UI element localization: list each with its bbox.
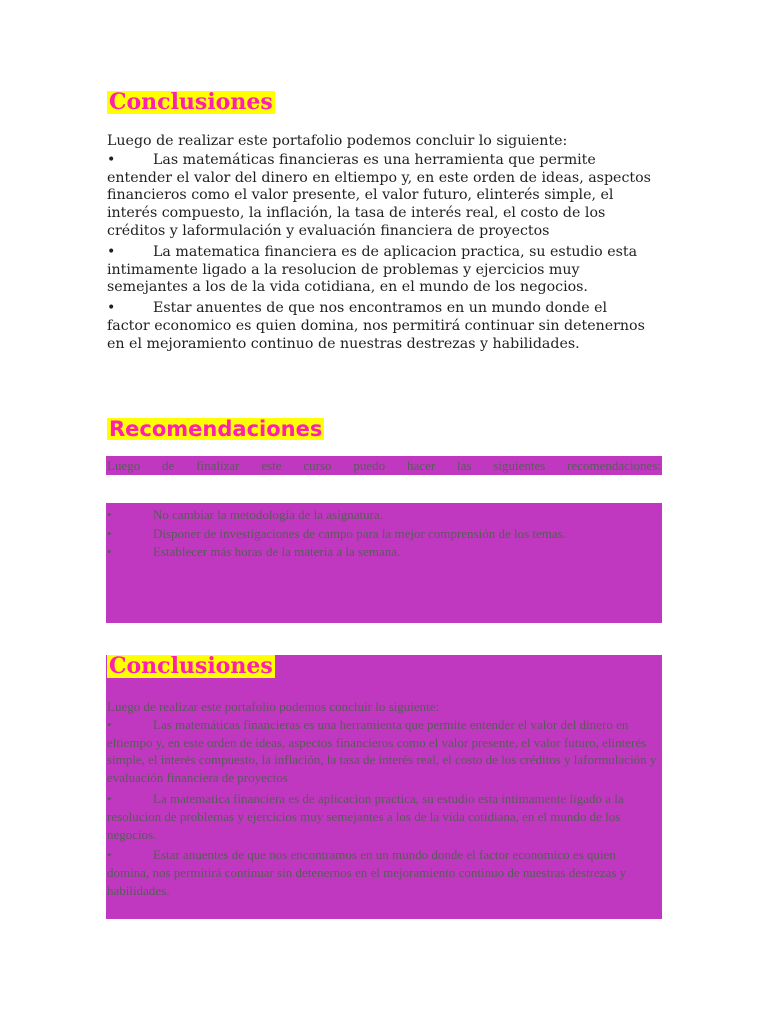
bullet: • bbox=[107, 525, 112, 541]
bullet: • bbox=[107, 544, 112, 559]
list-item-text: La matematica financiera es de aplicacion practica, su estudio esta intimamente ligado a la resolucion de problemas y ejercicios muy semejantes a los de la vida cotidiana, en el mundo de los negocios. bbox=[107, 790, 624, 842]
list-item-text: Las matemáticas financieras es una herramienta que permite entender el valor del dinero en eltiempo y, en este orden de ideas, aspectos financieros como el valor presente, el valor futuro, elinterés simple, el interés compuesto, la inflación, la tasa de interés real, el costo de los créditos y laformulación y evaluación financiera de proyectos bbox=[107, 716, 657, 786]
bullet: • bbox=[107, 151, 116, 168]
conclusiones-heading: Conclusiones bbox=[109, 89, 273, 115]
list-item-text: La matematica financiera es de aplicacion practica, su estudio esta intimamente ligado a la resolucion de problemas y ejercicios muy semejantes a los de la vida cotidiana, en el mundo de los negocios. bbox=[107, 243, 638, 296]
bullet: • bbox=[107, 300, 116, 317]
list-item-text: Estar anuentes de que nos encontramos en un mundo donde el factor economico es quien domina, nos permitirá continuar sin detenernos en el mejoramiento continuo de nuestras destrezas y habilidades. bbox=[107, 300, 645, 352]
bullet: • bbox=[107, 847, 112, 863]
recomendaciones-intro: Luego de finalizar este curso puedo hacer las siguientes recomendaciones: bbox=[107, 458, 661, 473]
list-item-text: Establecer más horas de la materia a la semana. bbox=[153, 544, 401, 559]
list-item-text: Las matemáticas financieras es una herramienta que permite entender el valor del dinero en eltiempo y, en este orden de ideas, aspectos financieros como el valor presente, el valor futuro, elinterés simple, el interés compuesto, la inflación, la tasa de interés real, el costo de los créditos y laformulación y evaluación financiera de proyectos bbox=[107, 151, 651, 239]
list-item bbox=[107, 244, 652, 297]
bullet: • bbox=[107, 790, 112, 806]
conclusiones-intro: Luego de realizar este portafolio podemos concluir lo siguiente: bbox=[107, 699, 440, 714]
list-item bbox=[107, 543, 661, 561]
conclusiones-body-repeat bbox=[107, 698, 660, 903]
conclusiones-heading-repeat: Conclusiones bbox=[109, 653, 273, 679]
list-item bbox=[107, 300, 652, 353]
conclusiones-intro: Luego de realizar este portafolio podemos concluir lo siguiente: bbox=[107, 133, 568, 149]
list-item bbox=[107, 525, 661, 543]
bullet: • bbox=[107, 716, 112, 732]
list-item bbox=[107, 506, 661, 524]
conclusiones-body bbox=[107, 133, 652, 357]
list-item bbox=[107, 152, 652, 241]
bullet: • bbox=[107, 243, 116, 260]
list-item bbox=[107, 716, 660, 787]
list-item bbox=[107, 846, 660, 899]
list-item bbox=[107, 790, 660, 843]
list-item-text: Disponer de investigaciones de campo para la mejor comprensión de los temas. bbox=[153, 525, 566, 541]
recomendaciones-heading: Recomendaciones bbox=[109, 417, 323, 441]
recomendaciones-list bbox=[106, 503, 662, 623]
list-item-text: Estar anuentes de que nos encontramos en un mundo donde el factor economico es quien domina, nos permitirá continuar sin detenernos en el mejoramiento continuo de nuestras destrezas y habilidades. bbox=[107, 847, 627, 898]
bullet: • bbox=[107, 507, 112, 522]
list-item-text: No cambiar la metodología de la asignatura. bbox=[153, 507, 383, 522]
